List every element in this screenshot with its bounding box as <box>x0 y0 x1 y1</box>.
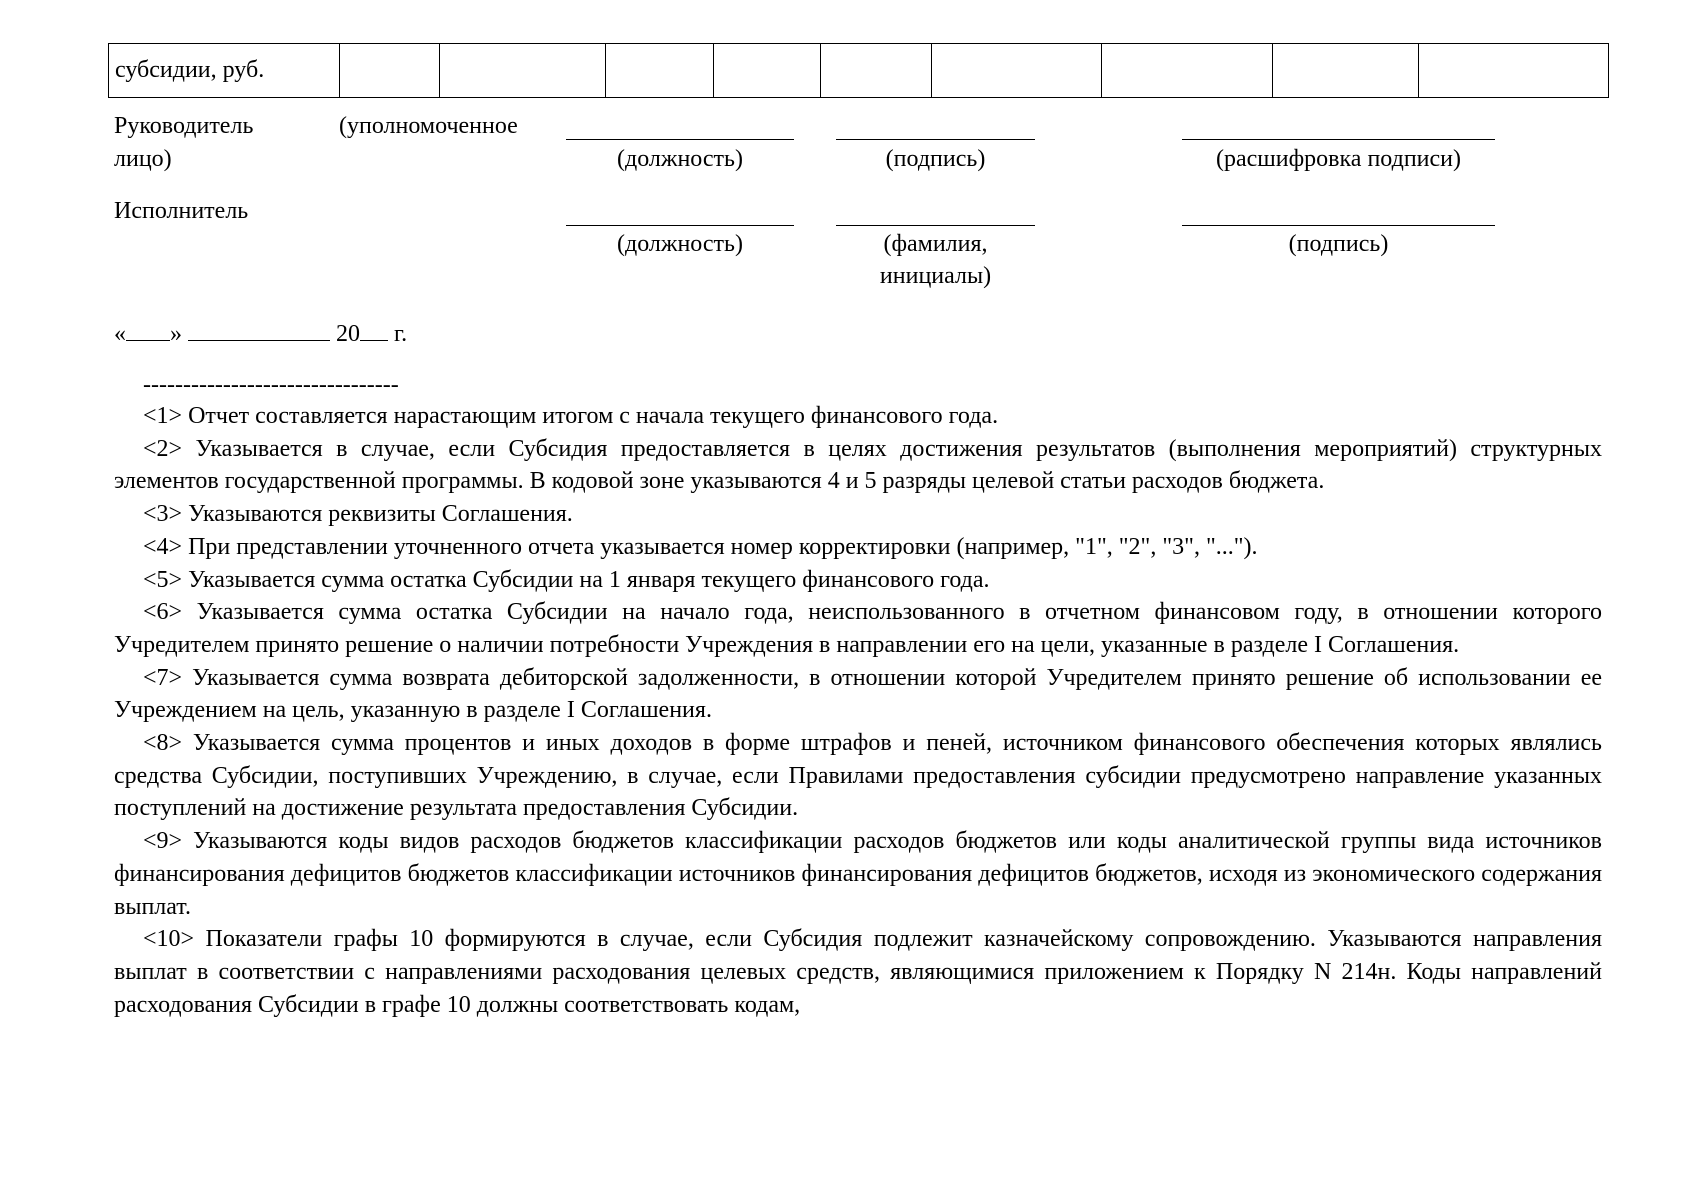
head-position-line <box>566 139 794 140</box>
table-cell <box>713 44 820 98</box>
footnote-6: <6> Указывается сумма остатка Субсидии на начало года, неиспользованного в отчетном финансовом году, в отношении которого Учредителем принято решение о наличии потребности Учреждения в направлении его на цели, указанные в разделе I Соглашения. <box>114 599 1602 658</box>
row-label-cell: субсидии, руб. <box>109 44 340 98</box>
exec-signature-line <box>1182 225 1495 226</box>
table-cell <box>606 44 714 98</box>
footnote-1: <1> Отчет составляется нарастающим итогом с начала текущего финансового года. <box>143 403 999 429</box>
footnote-2: <2> Указывается в случае, если Субсидия предоставляется в целях достижения результатов (выполнения мероприятий) структурных элементов государственной программы. В кодовой зоне указываются 4 и 5 разряды целевой статьи расходов бюджета. <box>114 435 1602 495</box>
footnote-8: <8> Указывается сумма процентов и иных доходов в форме штрафов и пеней, источником финансового обеспечения которых являлись средства Субсидии, поступивших Учреждению, в случае, если Правилами предоставления субсидии предусмотрено направление указанных поступлений на достижение результата предоставления Субсидии. <box>114 730 1602 822</box>
year-blank <box>360 318 388 341</box>
head-caption-decoding: (расшифровка подписи) <box>1216 146 1461 172</box>
executor-label: Исполнитель <box>114 198 249 224</box>
year-prefix: 20 <box>336 321 360 347</box>
footnote-9: <9> Указываются коды видов расходов бюджетов классификации расходов бюджетов или коды аналитической группы вида источников финансирования дефицитов бюджетов классификации источников финансирования дефицитов бюджетов, исходя из экономического содержания выплат. <box>114 828 1602 920</box>
head-caption-signature: (подпись) <box>885 146 986 172</box>
table-cell <box>339 44 439 98</box>
footnotes <box>114 400 1602 1021</box>
exec-caption-name-1: (фамилия, <box>883 231 988 257</box>
footnote-4: <4> При представлении уточненного отчета указывается номер корректировки (например, "1", "2", "3", "..."). <box>143 533 1258 560</box>
table-cell <box>820 44 932 98</box>
date-open-quote: « <box>114 321 126 347</box>
exec-caption-signature: (подпись) <box>1288 231 1389 257</box>
footnote-3: <3> Указываются реквизиты Соглашения. <box>143 501 573 528</box>
head-caption-position: (должность) <box>617 146 743 172</box>
subsidy-table <box>108 43 1609 98</box>
footnote-10: <10> Показатели графы 10 формируются в случае, если Субсидия подлежит казначейскому сопровождению. Указываются направления выплат в соответствии с направлениями расходования целевых средств, являющимися приложением к Порядку N 214н. Коды направлений расходования Субсидии в графе 10 должны соответствовать кодам, <box>114 926 1602 1018</box>
exec-caption-name-2: инициалы) <box>879 263 992 289</box>
table-cell <box>440 44 606 98</box>
day-blank <box>126 318 170 341</box>
footnote-separator: -------------------------------- <box>143 372 399 398</box>
footnote-5: <5> Указывается сумма остатка Субсидии на 1 января текущего финансового года. <box>143 566 990 593</box>
table-row <box>109 44 1609 98</box>
date-line <box>114 318 407 350</box>
head-label-mid: (уполномоченное <box>339 113 518 139</box>
head-signature-line <box>836 139 1035 140</box>
exec-position-line <box>566 225 794 226</box>
table-cell <box>1419 44 1609 98</box>
head-label-line1: Руководитель <box>114 113 254 139</box>
month-blank <box>188 318 330 341</box>
table-cell <box>932 44 1102 98</box>
exec-caption-position: (должность) <box>617 231 743 257</box>
date-close-quote: » <box>170 321 182 347</box>
exec-name-line <box>836 225 1035 226</box>
head-decoding-line <box>1182 139 1495 140</box>
footnote-7: <7> Указывается сумма возврата дебиторской задолженности, в отношении которой Учредителем принято решение об использовании ее Учреждением на цель, указанную в разделе I Соглашения. <box>114 664 1602 724</box>
table-cell <box>1102 44 1272 98</box>
head-label-line2: лицо) <box>114 146 172 172</box>
table-cell <box>1272 44 1419 98</box>
year-suffix: г. <box>394 321 408 347</box>
